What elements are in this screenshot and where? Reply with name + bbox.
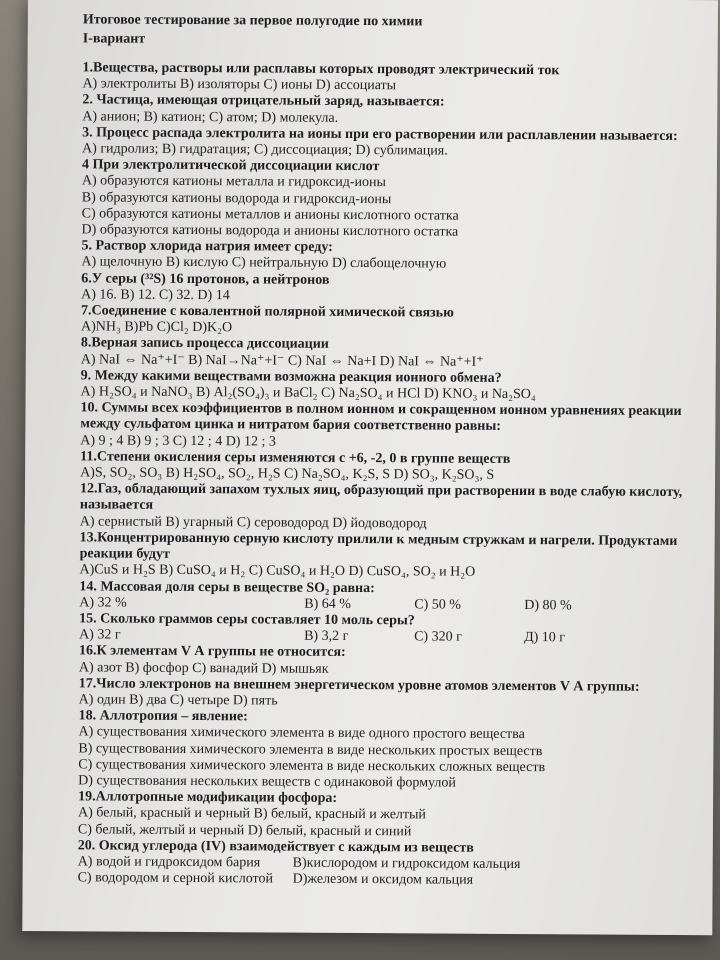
question-text: 17.Число электронов на внешнем энергетическом уровне атомов элементов V А группы: xyxy=(78,676,640,695)
answer-options: А) H₂SO₄ и NaNO₃ В) Al₂(SO₄)₃ и BaCl₂ С) Na₂SO₄ и HCl D) KNO₃ и Na₂SO₄ xyxy=(80,384,536,403)
question-19 xyxy=(78,789,708,841)
question-text: 13.Концентрированную серную кислоту прилили к медным стружкам и нагрели. Продуктами реакции будут xyxy=(79,530,678,562)
answer-options: А) один В) два С) четыре D) пять xyxy=(78,692,278,709)
answer-options: А)CuS и H₂S В) CuSO₄ и H₂ С) CuSO₄ и H₂O D) CuSO₄, SO₂ и H₂O xyxy=(79,562,476,581)
answer-options: А) азот В) фосфор С) ванадий D) мышьяк xyxy=(78,659,329,677)
question-text: 16.К элементам V А группы не относится: xyxy=(78,643,346,661)
answer-option-d: D) образуются катионы водорода и анионы кислотного остатка xyxy=(81,222,459,240)
answer-option-c: С) 50 % xyxy=(414,597,462,613)
question-6 xyxy=(81,271,711,307)
answer-option-b: В) 64 % xyxy=(304,596,352,612)
answer-option-b: В)кислородом и гидроксидом кальция xyxy=(292,855,521,872)
variant-label: I-вариант xyxy=(82,31,146,47)
answer-options: А) 16. В) 12. С) 32. D) 14 xyxy=(81,287,230,304)
question-1 xyxy=(82,60,712,96)
answer-options-ab: А) белый, красный и черный В) белый, красный и желтый xyxy=(77,805,426,823)
answer-option-d: D) 80 % xyxy=(524,597,572,614)
question-4 xyxy=(82,158,712,243)
question-text: 14. Массовая доля серы в веществе SO₂ равна: xyxy=(79,578,375,596)
answer-option-a: А) существования химического элемента в виде одного простого вещества xyxy=(78,724,525,743)
answer-option-a: А) 32 г xyxy=(79,627,121,643)
question-text: 2. Частица, имеющая отрицательный заряд, называется: xyxy=(82,92,445,110)
question-text: 5. Раствор хлорида натрия имеет среду: xyxy=(81,238,333,256)
answer-option-a: А) образуются катионы металла и гидроксид-ионы xyxy=(81,173,387,191)
answer-option-a: А) 32 % xyxy=(79,595,127,611)
question-14 xyxy=(79,579,709,615)
question-15 xyxy=(79,611,709,647)
answer-option-c: С) водородом и серной кислотой xyxy=(77,870,274,887)
answer-option-b: В) существования химического элемента в виде нескольких простых веществ xyxy=(78,740,543,759)
answer-option-c: С) существования химического элемента в виде нескольких сложных веществ xyxy=(78,757,546,775)
question-11 xyxy=(80,449,710,485)
page-title: Итоговое тестирование за первое полугодие по химии xyxy=(82,12,423,30)
answer-options: А) анион; В) катион; С) атом; D) молекула. xyxy=(82,108,339,126)
answer-option-d: D)железом и оксидом кальция xyxy=(292,871,474,888)
question-10 xyxy=(80,401,710,453)
answer-options: А) 9 ; 4 В) 9 ; 3 С) 12 ; 4 D) 12 ; 3 xyxy=(80,432,276,450)
answer-options: А) NaI ⇔ Na⁺+I⁻ В) NaI→Na⁺+I⁻ С) NaI ⇔ Na+I D) NaI ⇔ Na⁺+I⁺ xyxy=(80,351,484,370)
answer-options: А) сернистый В) угарный С) сероводород D) йодоводород xyxy=(79,514,427,532)
answer-options: А) гидролиз; В) гидратация; С) диссоциация; D) сублимация. xyxy=(82,141,448,159)
question-text: 6.У серы (³²S) 16 протонов, а нейтронов xyxy=(81,270,330,288)
answer-option-d: D) существования нескольких веществ с одинаковой формулой xyxy=(78,773,456,791)
question-17 xyxy=(79,676,709,712)
question-8 xyxy=(81,336,711,372)
answer-option-c: С) образуются катионы металлов и анионы кислотного остатка xyxy=(81,206,459,224)
question-text: 20. Оксид углерода (IV) взаимодействует с каждым из веществ xyxy=(77,838,474,856)
question-18 xyxy=(78,708,708,793)
answer-option-d: Д) 10 г xyxy=(524,630,566,646)
question-text: 10. Суммы всех коэффициентов в полном ионном и сокращенном ионном уравнениях реакции между сульфатом цинка и нитратом бария соответственно равны: xyxy=(80,400,682,435)
question-text: 3. Процесс распада электролита на ионы при его растворении или расплавлении называется: xyxy=(82,125,678,144)
answer-options: А)S, SO₂, SO₃ В) H₂SO₄, SO₂, H₂S С) Na₂SO₄, K₂S, S D) SO₃, K₂SO₃, S xyxy=(80,465,495,483)
question-text: 9. Между какими веществами возможна реакция ионного обмена? xyxy=(80,368,502,386)
question-7 xyxy=(81,303,711,339)
answer-option-b: В) образуются катионы водорода и гидроксид-ионы xyxy=(81,189,392,207)
answer-options: А) электролиты В) изоляторы С) ионы D) ассоциаты xyxy=(82,76,397,94)
answer-options: А) щелочную В) кислую С) нейтральную D) слабощелочную xyxy=(81,254,447,272)
answer-options-cd: С) белый, желтый и черный D) белый, красный и синий xyxy=(77,821,412,839)
question-20 xyxy=(78,838,708,890)
question-9 xyxy=(81,368,711,404)
question-text: 11.Степени окисления серы изменяются с +6, -2, 0 в группе веществ xyxy=(80,449,511,467)
question-2 xyxy=(82,93,712,129)
question-5 xyxy=(81,239,711,275)
sheet-content xyxy=(78,4,713,890)
answer-options: А)NH₃ В)Pb С)Cl₂ D)K₂O xyxy=(80,319,233,336)
question-13 xyxy=(79,530,709,582)
answer-option-b: В) 3,2 г xyxy=(304,628,349,645)
question-text: 8.Верная запись процесса диссоциации xyxy=(80,335,329,353)
question-text: 1.Вещества, растворы или расплавы которых проводят электрический ток xyxy=(82,60,560,79)
test-sheet xyxy=(22,0,718,935)
question-text: 15. Сколько граммов серы составляет 10 моль серы? xyxy=(79,611,415,629)
question-text: 7.Соединение с ковалентной полярной химической связью xyxy=(81,303,454,321)
answer-option-a: А) водой и гидроксидом бария xyxy=(77,854,261,871)
question-3 xyxy=(82,125,712,161)
question-text: 19.Аллотропные модификации фосфора: xyxy=(78,789,338,807)
question-text: 12.Газ, обладающий запахом тухлых яиц, образующий при растворении в воде слабую кислоту, называется xyxy=(79,481,683,514)
question-16 xyxy=(79,644,709,680)
question-text: 4 При электролитической диссоциации кислот xyxy=(81,157,380,175)
question-text: 18. Аллотропия – явление: xyxy=(78,708,248,725)
question-12 xyxy=(80,482,710,534)
answer-option-c: С) 320 г xyxy=(414,629,462,645)
answer-options xyxy=(78,854,708,890)
